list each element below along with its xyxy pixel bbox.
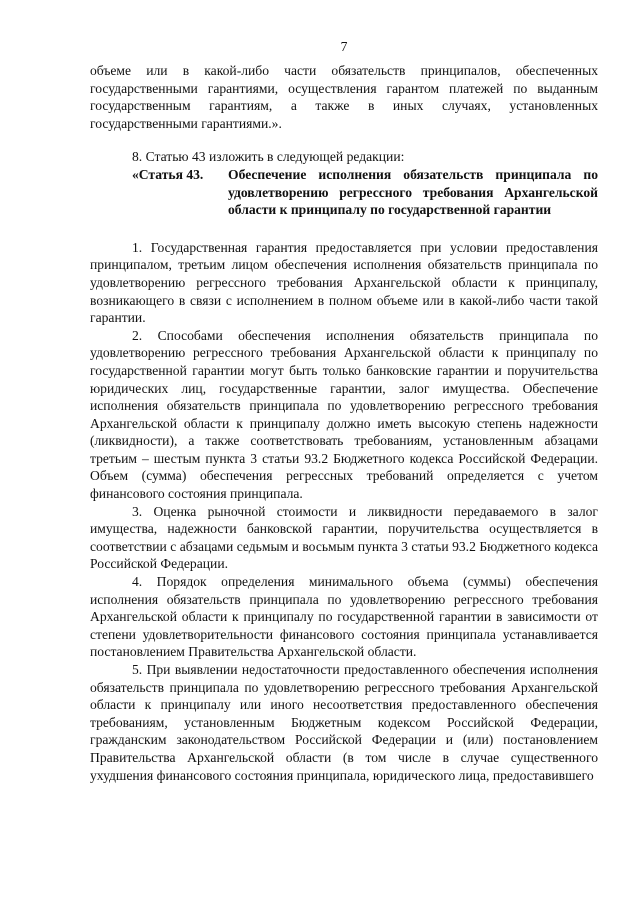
- paragraph-5: 5. При выявлении недостаточности предоставленного обеспечения исполнения обязательств принципала по удовлетворению регрессного требования Архангельской области к принципалу или иного несоответствия предоставленного обеспечения требованиям, установленным Бюджетным кодексом Российской Федерации, гражданским законодательством Российской Федерации и (или) постановлением Правительства Архангельской области (в том числе в случае существенного ухудшения финансового состояния принципала, юридического лица, предоставившего: [90, 662, 598, 783]
- intro-paragraph: объеме или в какой-либо части обязательств принципалов, обеспеченных государственными гарантиями, осуществления гарантом платежей по выданным государственным гарантиям, а также в иных случаях, установленных государственными гарантиями.».: [90, 63, 598, 131]
- paragraph-4: 4. Порядок определения минимального объема (суммы) обеспечения исполнения обязательств принципала по удовлетворению регрессного требования Архангельской области к принципалу по государственной гарантии в зависимости от степени удовлетворительности финансового состояния принципала устанавливается постановлением Правительства Архангельской области.: [90, 574, 598, 660]
- article-heading: [90, 166, 598, 219]
- document-page: [90, 38, 598, 784]
- paragraph-2: 2. Способами обеспечения исполнения обязательств принципала по удовлетворению регрессного требования Архангельской области к принципалу по государственной гарантии могут быть только банковские гарантии и поручительства юридических лиц, государственные гарантии, залог имущества. Обеспечение исполнения обязательств принципала по удовлетворению регрессного требования Архангельской области к принципалу должно иметь высокую степень надежности (ликвидности), а также соответствовать требованиям, установленным абзацами третьим – шестым пункта 3 статьи 93.2 Бюджетного кодекса Российской Федерации. Объем (сумма) обеспечения регрессных требований определяется с учетом финансового состояния принципала.: [90, 327, 598, 502]
- article-title: Обеспечение исполнения обязательств принципала по удовлетворению регрессного требования Архангельской области к принципалу по государственной гарантии: [228, 166, 598, 218]
- paragraph-3: 3. Оценка рыночной стоимости и ликвидности передаваемого в залог имущества, надежности банковской гарантии, поручительства осуществляется в соответствии с абзацами седьмым и восьмым пункта 3 статьи 93.2 Бюджетного кодекса Российской Федерации.: [90, 503, 598, 572]
- spacer: [90, 219, 598, 239]
- amendment-instruction: 8. Статью 43 изложить в следующей редакции:: [132, 149, 405, 165]
- spacer: [90, 132, 598, 148]
- page-number: 7: [340, 39, 348, 54]
- paragraph-1: 1. Государственная гарантия предоставляется при условии предоставления принципалом, третьим лицом обеспечения исполнения обязательств принципала по удовлетворению регрессного требования Архангельской области к принципалу, возникающего в связи с исполнением в полном объеме или в какой-либо части такой гарантии.: [90, 239, 598, 326]
- article-label: «Статья 43.: [132, 166, 204, 182]
